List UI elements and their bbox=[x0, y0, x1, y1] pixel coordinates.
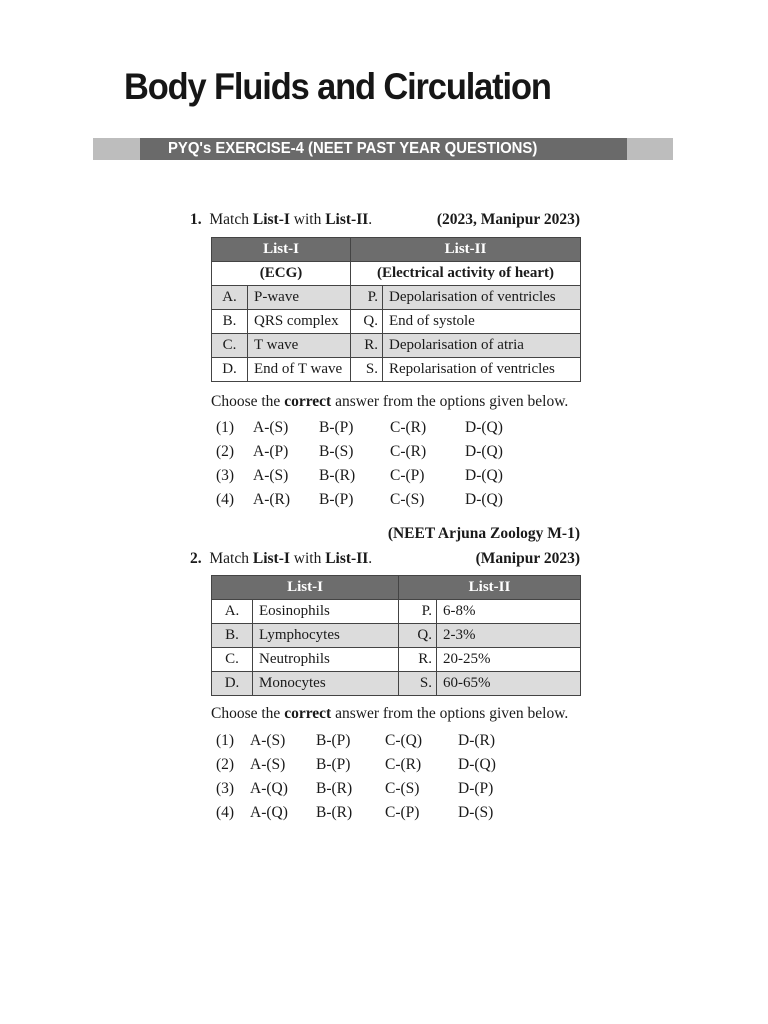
option-number: (3) bbox=[216, 780, 235, 797]
option-pair: C-(Q) bbox=[385, 732, 423, 749]
option-pair: C-(R) bbox=[390, 443, 427, 460]
option-pair: A-(R) bbox=[253, 491, 291, 508]
table-row bbox=[212, 648, 581, 672]
option-pair: C-(S) bbox=[385, 780, 420, 797]
table-header-row bbox=[212, 576, 581, 600]
option-pair: B-(P) bbox=[319, 491, 354, 508]
option-pair: B-(P) bbox=[316, 732, 351, 749]
question-text: Match List-I with List-II. bbox=[209, 550, 373, 567]
row-key: D. bbox=[212, 358, 248, 382]
option-pair: D-(Q) bbox=[465, 491, 503, 508]
list-2-header: List-II bbox=[399, 576, 581, 600]
row-value: Depolarisation of atria bbox=[383, 334, 581, 358]
row-key: S. bbox=[399, 672, 437, 696]
question-1-source: (NEET Arjuna Zoology M-1) bbox=[387, 525, 580, 542]
option-pair: A-(P) bbox=[253, 443, 289, 460]
table-row bbox=[212, 624, 581, 648]
list-2-subheader: (Electrical activity of heart) bbox=[351, 262, 581, 286]
row-value: 6-8% bbox=[437, 600, 581, 624]
option-pair: B-(S) bbox=[319, 443, 354, 460]
row-key: C. bbox=[212, 648, 253, 672]
option-pair: D-(P) bbox=[458, 780, 494, 797]
row-value: Eosinophils bbox=[253, 600, 399, 624]
row-key: B. bbox=[212, 624, 253, 648]
question-year-tag: (2023, Manipur 2023) bbox=[436, 211, 580, 228]
list-1-header: List-I bbox=[212, 576, 399, 600]
option-pair: A-(S) bbox=[250, 732, 286, 749]
option-pair: C-(R) bbox=[385, 756, 422, 773]
option-number: (2) bbox=[216, 756, 235, 773]
row-value: Monocytes bbox=[253, 672, 399, 696]
row-key: P. bbox=[351, 286, 383, 310]
option-pair: D-(Q) bbox=[458, 756, 496, 773]
list-1-header: List-I bbox=[212, 238, 351, 262]
question-2-instruction: Choose the correct answer from the options given below. bbox=[211, 705, 569, 722]
row-value: Depolarisation of ventricles bbox=[383, 286, 581, 310]
row-value: QRS complex bbox=[248, 310, 351, 334]
option-pair: B-(R) bbox=[316, 804, 353, 821]
option-pair: C-(P) bbox=[385, 804, 420, 821]
question-2-match-table bbox=[211, 575, 581, 696]
table-row bbox=[212, 600, 581, 624]
banner-bar-right bbox=[627, 138, 673, 160]
option-pair: C-(R) bbox=[390, 419, 427, 436]
option-pair: A-(Q) bbox=[250, 780, 288, 797]
page-title: Body Fluids and Circulation bbox=[124, 66, 551, 107]
row-key: C. bbox=[212, 334, 248, 358]
option-number: (4) bbox=[216, 804, 235, 821]
option-number: (3) bbox=[216, 467, 235, 484]
option-pair: A-(S) bbox=[250, 756, 286, 773]
row-key: Q. bbox=[399, 624, 437, 648]
table-row bbox=[212, 310, 581, 334]
list-2-header: List-II bbox=[351, 238, 581, 262]
option-number: (4) bbox=[216, 491, 235, 508]
row-value: Repolarisation of ventricles bbox=[383, 358, 581, 382]
row-value: 2-3% bbox=[437, 624, 581, 648]
row-value: 60-65% bbox=[437, 672, 581, 696]
banner-bar-left bbox=[93, 138, 140, 160]
row-key: R. bbox=[399, 648, 437, 672]
row-value: End of T wave bbox=[248, 358, 351, 382]
question-1-instruction: Choose the correct answer from the options given below. bbox=[211, 393, 569, 410]
question-1-match-table bbox=[211, 237, 581, 382]
question-year-tag: (Manipur 2023) bbox=[475, 550, 580, 567]
question-2-heading bbox=[190, 550, 580, 572]
row-key: A. bbox=[212, 286, 248, 310]
option-pair: B-(P) bbox=[316, 756, 351, 773]
option-pair: D-(Q) bbox=[465, 443, 503, 460]
question-text: Match List-I with List-II. bbox=[209, 211, 373, 228]
option-number: (1) bbox=[216, 732, 235, 749]
option-number: (2) bbox=[216, 443, 235, 460]
option-pair: B-(R) bbox=[319, 467, 356, 484]
option-pair: B-(R) bbox=[316, 780, 353, 797]
option-pair: A-(S) bbox=[253, 419, 289, 436]
row-key: P. bbox=[399, 600, 437, 624]
row-value: P-wave bbox=[248, 286, 351, 310]
exercise-banner-label: PYQ's EXERCISE-4 (NEET PAST YEAR QUESTIONS) bbox=[168, 140, 538, 157]
option-pair: A-(S) bbox=[253, 467, 289, 484]
option-pair: D-(Q) bbox=[465, 419, 503, 436]
row-value: T wave bbox=[248, 334, 351, 358]
row-key: R. bbox=[351, 334, 383, 358]
option-pair: D-(Q) bbox=[465, 467, 503, 484]
row-key: S. bbox=[351, 358, 383, 382]
table-row bbox=[212, 334, 581, 358]
option-pair: C-(S) bbox=[390, 491, 425, 508]
table-row bbox=[212, 286, 581, 310]
row-key: D. bbox=[212, 672, 253, 696]
row-key: B. bbox=[212, 310, 248, 334]
row-key: A. bbox=[212, 600, 253, 624]
row-key: Q. bbox=[351, 310, 383, 334]
question-number: 2. bbox=[190, 550, 202, 567]
table-header-row bbox=[212, 238, 581, 262]
option-pair: D-(R) bbox=[458, 732, 496, 749]
question-1-heading bbox=[190, 211, 580, 233]
table-subheader-row bbox=[212, 262, 581, 286]
row-value: 20-25% bbox=[437, 648, 581, 672]
table-row bbox=[212, 358, 581, 382]
option-pair: B-(P) bbox=[319, 419, 354, 436]
option-pair: A-(Q) bbox=[250, 804, 288, 821]
option-pair: D-(S) bbox=[458, 804, 494, 821]
question-number: 1. bbox=[190, 211, 202, 228]
row-value: Neutrophils bbox=[253, 648, 399, 672]
table-row bbox=[212, 672, 581, 696]
row-value: End of systole bbox=[383, 310, 581, 334]
option-pair: C-(P) bbox=[390, 467, 425, 484]
list-1-subheader: (ECG) bbox=[212, 262, 351, 286]
row-value: Lymphocytes bbox=[253, 624, 399, 648]
option-number: (1) bbox=[216, 419, 235, 436]
